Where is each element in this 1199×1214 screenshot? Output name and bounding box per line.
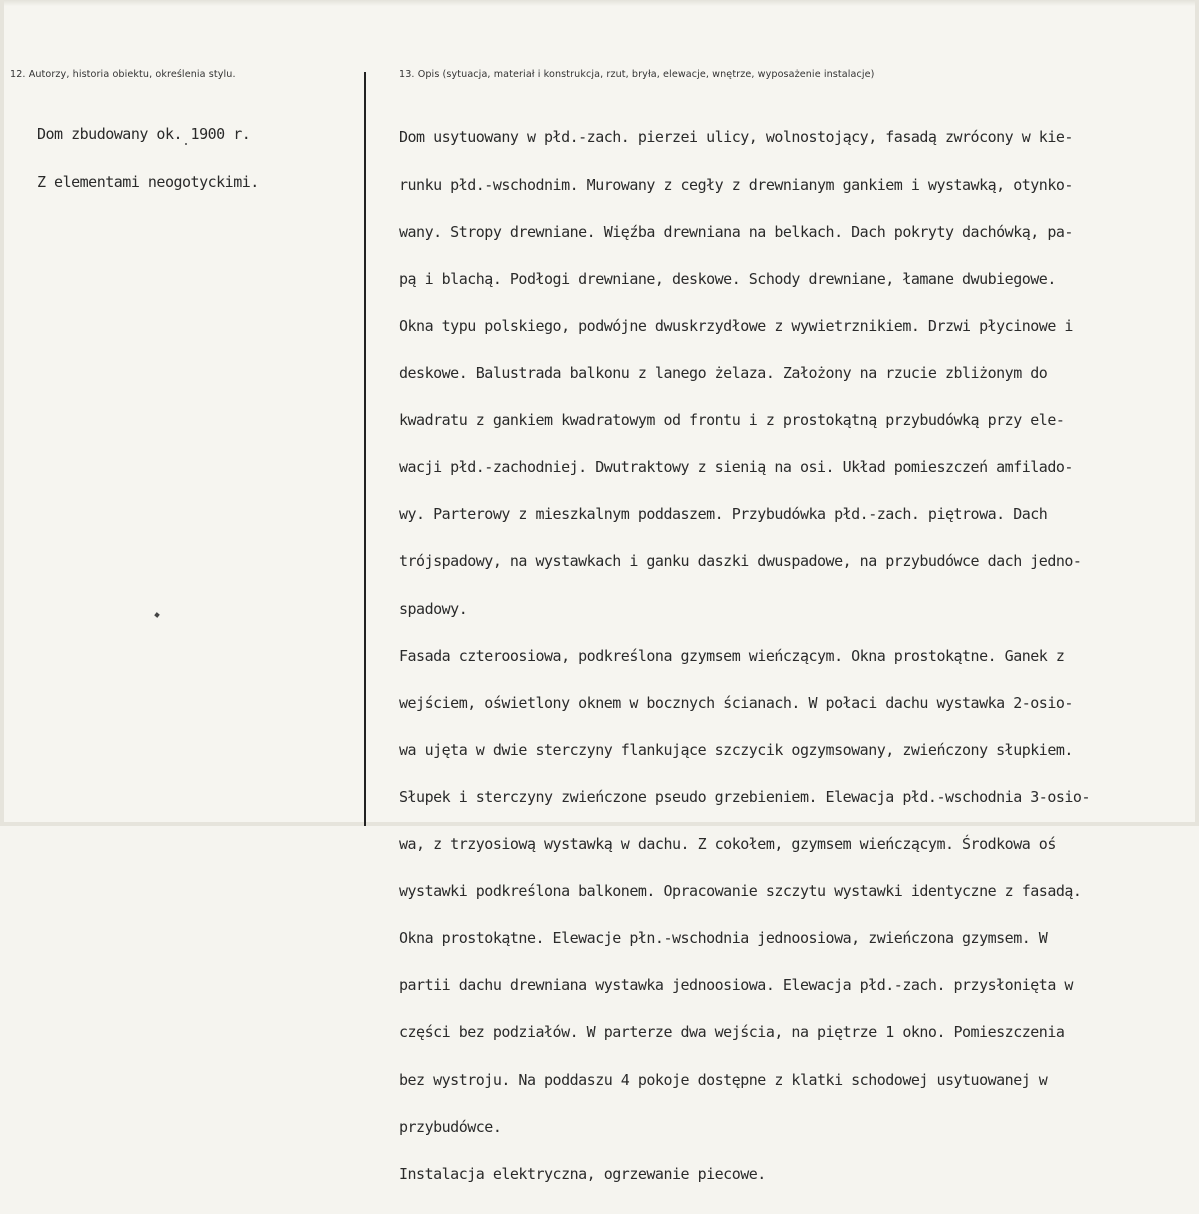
desc-line: wy. Parterowy z mieszkalnym poddaszem. Przybudówka płd.-zach. piętrowa. Dach <box>399 505 1048 524</box>
desc-line: partii dachu drewniana wystawka jednoosiowa. Elewacja płd.-zach. przysłonięta w <box>399 976 1073 995</box>
section-12-header: 12. Autorzy, historia obiektu, określenia stylu. <box>10 69 236 80</box>
desc-line: Instalacja elektryczna, ogrzewanie piecowe. <box>399 1164 766 1183</box>
desc-line: bez wystroju. Na poddaszu 4 pokoje dostępne z klatki schodowej usytuowanej w <box>399 1070 1048 1089</box>
card-edge-top <box>0 0 1199 6</box>
desc-line: wacji płd.-zachodniej. Dwutraktowy z sienią na osi. Układ pomieszczeń amfilado- <box>399 458 1073 477</box>
desc-line: Słupek i sterczyny zwieńczone pseudo grzebieniem. Elewacja płd.-wschodnia 3-osio- <box>399 787 1090 806</box>
desc-line: pą i blachą. Podłogi drewniane, deskowe. Schody drewniane, łamane dwubiegowe. <box>399 269 1056 288</box>
desc-line: Okna prostokątne. Elewacje płn.-wschodnia jednoosiowa, zwieńczona gzymsem. W <box>399 929 1048 948</box>
desc-line: wa, z trzyosiową wystawką w dachu. Z cokołem, gzymsem wieńczącym. Środkowa oś <box>399 835 1056 854</box>
desc-line: wystawki podkreślona balkonem. Opracowanie szczytu wystawki identyczne z fasadą. <box>399 882 1082 901</box>
desc-line: kwadratu z gankiem kwadratowym od frontu i z prostokątną przybudówką przy ele- <box>399 411 1065 430</box>
desc-line: Dom usytuowany w płd.-zach. pierzei ulicy, wolnostojący, fasadą zwrócony w kie- <box>399 128 1073 147</box>
desc-line: runku płd.-wschodnim. Murowany z cegły z drewnianym gankiem i wystawką, otynko- <box>399 175 1073 194</box>
section-13-header: 13. Opis (sytuacja, materiał i konstrukcja, rzut, bryła, elewacje, wnętrze, wyposażenie instalacje) <box>399 69 875 80</box>
desc-line: spadowy. <box>399 599 468 618</box>
ink-speck <box>154 612 160 618</box>
description-text <box>399 99 1090 1214</box>
desc-line: wany. Stropy drewniane. Więźba drewniana na belkach. Dach pokryty dachówką, pa- <box>399 222 1073 241</box>
desc-line: przybudówce. <box>399 1117 502 1136</box>
card-edge-left <box>0 0 4 826</box>
ink-speck <box>185 143 187 145</box>
desc-line: trójspadowy, na wystawkach i ganku daszki dwuspadowe, na przybudówce dach jedno- <box>399 552 1082 571</box>
left-line: Dom zbudowany ok. 1900 r. <box>37 125 251 144</box>
desc-line: wa ujęta w dwie sterczyny flankujące szczycik ogzymsowany, zwieńczony słupkiem. <box>399 740 1073 759</box>
desc-line: wejściem, oświetlony oknem w bocznych ścianach. W połaci dachu wystawka 2-osio- <box>399 693 1073 712</box>
desc-line: deskowe. Balustrada balkonu z lanego żelaza. Założony na rzucie zbliżonym do <box>399 363 1048 382</box>
desc-line: Okna typu polskiego, podwójne dwuskrzydłowe z wywietrznikiem. Drzwi płycinowe i <box>399 316 1073 335</box>
card-edge-right <box>1195 0 1199 826</box>
desc-line: Fasada czteroosiowa, podkreślona gzymsem wieńczącym. Okna prostokątne. Ganek z <box>399 646 1065 665</box>
desc-line: części bez podziałów. W parterze dwa wejścia, na piętrze 1 okno. Pomieszczenia <box>399 1023 1065 1042</box>
authors-history-text <box>37 96 259 222</box>
left-line: Z elementami neogotyckimi. <box>37 172 259 191</box>
column-divider <box>364 72 366 826</box>
